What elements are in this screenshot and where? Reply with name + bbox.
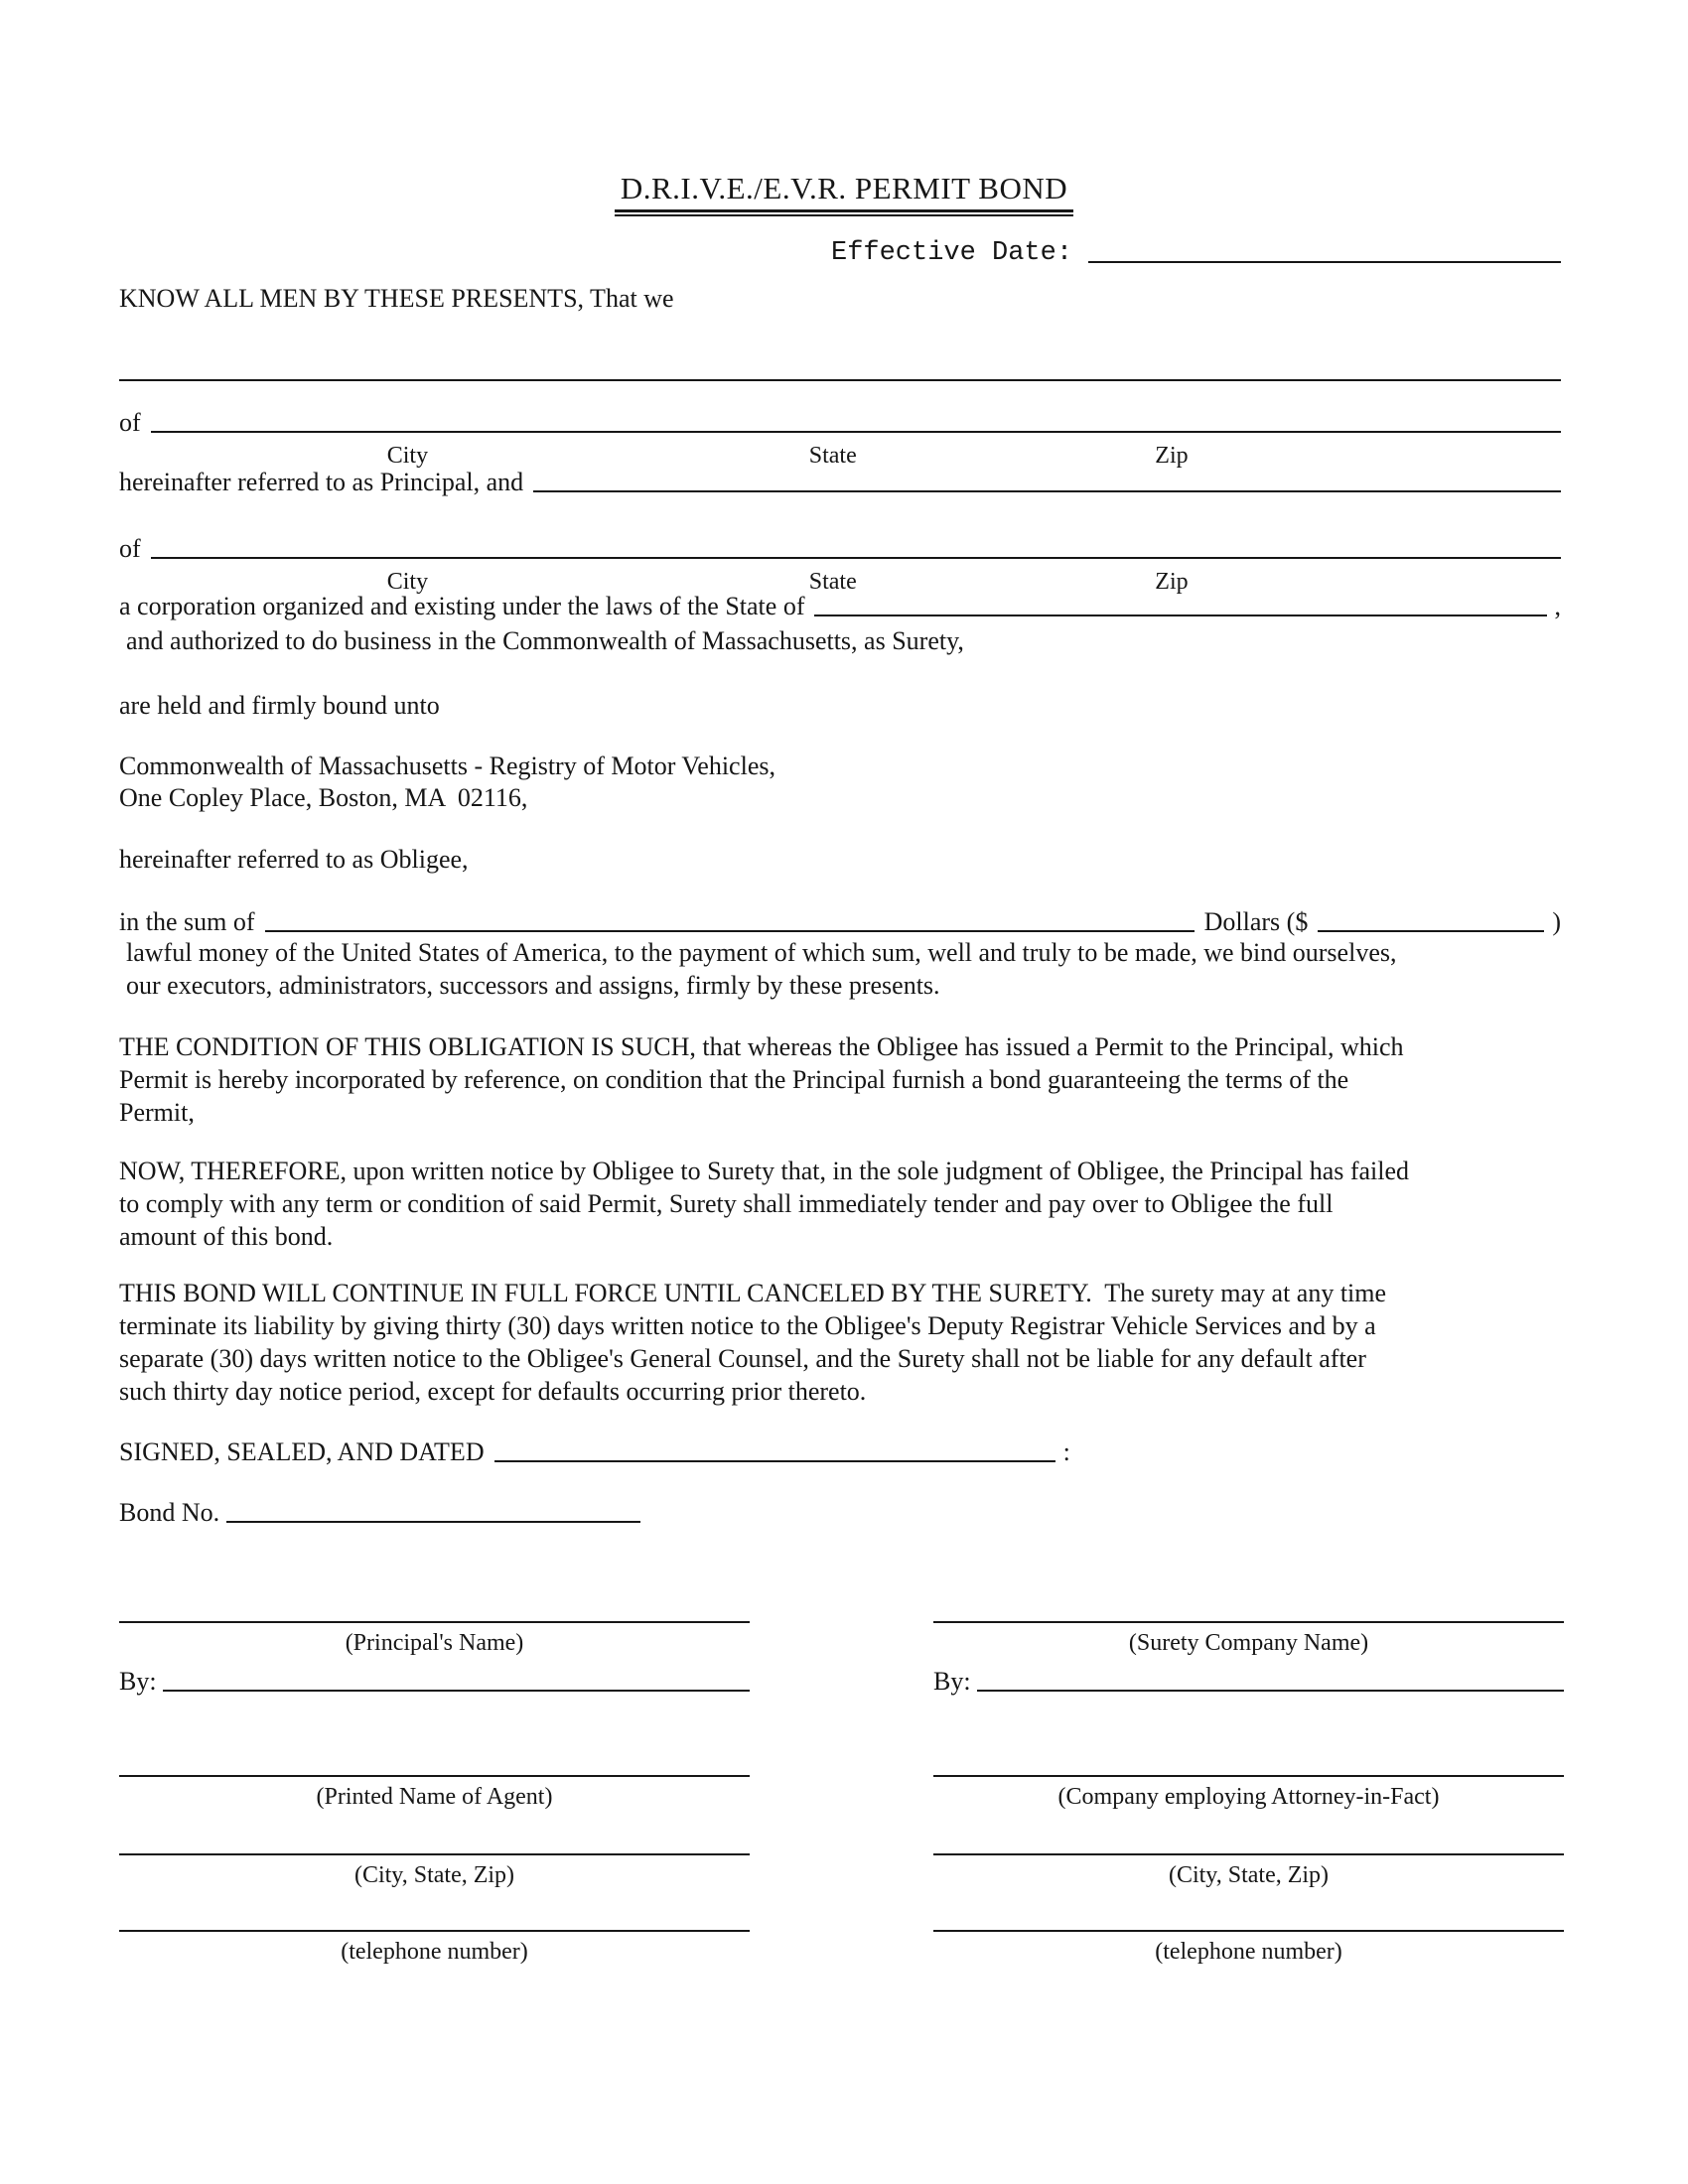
obligee-address: One Copley Place, Boston, MA 02116,	[119, 783, 528, 812]
principal-name-caption: (Principal's Name)	[345, 1630, 524, 1656]
bond-number-row	[119, 1498, 640, 1528]
incorporation-clause-label: a corporation organized and existing under the laws of the State of	[119, 592, 805, 620]
right-city-caption: (City, State, Zip)	[1168, 1862, 1330, 1888]
paragraph-line: Permit is hereby incorporated by reference, on condition that the Principal furnish a bond guaranteeing the terms of the	[119, 1065, 1349, 1094]
principal-name-field[interactable]	[119, 357, 1561, 381]
continuation-paragraph	[119, 1277, 1561, 1408]
incorporation-clause-comma: ,	[1554, 592, 1561, 620]
obligee-clause: hereinafter referred to as Obligee,	[119, 845, 469, 874]
bond-number-label: Bond No.	[119, 1498, 226, 1527]
paragraph-line: THIS BOND WILL CONTINUE IN FULL FORCE UNTIL CANCELED BY THE SURETY. The surety may at any time	[119, 1279, 1387, 1307]
agent-name-caption: (Printed Name of Agent)	[316, 1784, 553, 1810]
condition-paragraph	[119, 1030, 1561, 1129]
signed-dated-label: SIGNED, SEALED, AND DATED	[119, 1437, 485, 1466]
obligee-block	[119, 751, 1561, 814]
agent-name-cell	[119, 1775, 750, 1811]
signed-dated-row	[119, 1437, 1211, 1467]
sum-amount-words-field[interactable]	[265, 929, 1195, 932]
right-phone-cell	[933, 1930, 1564, 1966]
signature-by-row	[119, 1667, 1564, 1697]
state-hint-label: State	[808, 443, 857, 469]
surety-address-row	[119, 534, 1561, 564]
company-cell	[933, 1775, 1564, 1811]
surety-name-field[interactable]	[533, 489, 1561, 492]
principal-clause-label: hereinafter referred to as Principal, and	[119, 468, 524, 496]
of-label: of	[119, 408, 141, 437]
by-label: By:	[933, 1667, 978, 1696]
paragraph-line: lawful money of the United States of America, to the payment of which sum, well and truly to be made, we bind ourselves,	[126, 938, 1397, 967]
effective-date-field[interactable]	[1088, 260, 1561, 263]
paragraph-line: Permit,	[119, 1098, 195, 1127]
principal-by-cell	[119, 1667, 750, 1697]
company-caption: (Company employing Attorney-in-Fact)	[1057, 1784, 1440, 1810]
obligee-name: Commonwealth of Massachusetts - Registry of Motor Vehicles,	[119, 751, 775, 780]
principal-clause-row	[119, 468, 1561, 497]
title-row	[0, 171, 1688, 212]
page-title: D.R.I.V.E./E.V.R. PERMIT BOND	[615, 171, 1073, 212]
signature-name-row	[119, 1621, 1564, 1657]
right-city-cell	[933, 1853, 1564, 1889]
signed-dated-colon: :	[1062, 1437, 1070, 1466]
sum-row	[119, 907, 1561, 937]
signed-date-field[interactable]	[494, 1459, 1055, 1462]
by-label: By:	[119, 1667, 164, 1696]
paragraph-line: THE CONDITION OF THIS OBLIGATION IS SUCH, that whereas the Obligee has issued a Permit to the Principal, which	[119, 1032, 1404, 1061]
left-city-caption: (City, State, Zip)	[353, 1862, 515, 1888]
sum-prefix-label: in the sum of	[119, 907, 255, 936]
dollars-label: Dollars ($	[1203, 907, 1309, 936]
principal-by-field[interactable]	[163, 1689, 750, 1692]
opening-line: KNOW ALL MEN BY THESE PRESENTS, That we	[119, 284, 674, 313]
paragraph-line: separate (30) days written notice to the Obligee's General Counsel, and the Surety shall not be liable for any default after	[119, 1344, 1366, 1373]
paragraph-line: amount of this bond.	[119, 1222, 334, 1251]
surety-address-field[interactable]	[151, 556, 1561, 559]
paragraph-line: our executors, administrators, successors and assigns, firmly by these presents.	[126, 971, 940, 1000]
signature-city-row	[119, 1853, 1564, 1889]
principal-address-row	[119, 408, 1561, 438]
left-phone-caption: (telephone number)	[341, 1939, 528, 1965]
surety-name-caption: (Surety Company Name)	[1128, 1630, 1369, 1656]
zip-hint-label: Zip	[1155, 443, 1189, 469]
surety-by-field[interactable]	[977, 1689, 1564, 1692]
city-hint-label: City	[386, 569, 429, 595]
authorized-clause: and authorized to do business in the Commonwealth of Massachusetts, as Surety,	[126, 626, 964, 655]
principal-name-cell	[119, 1621, 750, 1657]
sum-paragraph	[126, 936, 1561, 1002]
bond-number-field[interactable]	[226, 1520, 640, 1523]
signature-agent-row	[119, 1775, 1564, 1811]
bound-clause: are held and firmly bound unto	[119, 691, 440, 720]
paragraph-line: such thirty day notice period, except for defaults occurring prior thereto.	[119, 1377, 867, 1406]
surety-by-cell	[933, 1667, 1564, 1697]
paragraph-line: terminate its liability by giving thirty (30) days written notice to the Obligee's Deputy Registrar Vehicle Services and by a	[119, 1311, 1376, 1340]
close-paren-label: )	[1552, 907, 1561, 936]
city-hint-label: City	[386, 443, 429, 469]
effective-date-label: Effective Date:	[831, 238, 1089, 268]
zip-hint-label: Zip	[1155, 569, 1189, 595]
paragraph-line: NOW, THEREFORE, upon written notice by Obligee to Surety that, in the sole judgment of Obligee, the Principal has failed	[119, 1157, 1410, 1185]
state-of-incorporation-field[interactable]	[814, 614, 1546, 616]
surety-name-cell	[933, 1621, 1564, 1657]
state-hint-label: State	[808, 569, 857, 595]
sum-amount-numeric-field[interactable]	[1318, 929, 1544, 932]
of-label: of	[119, 534, 141, 563]
principal-address-field[interactable]	[151, 430, 1561, 433]
left-phone-cell	[119, 1930, 750, 1966]
effective-date-row	[831, 238, 1561, 268]
therefore-paragraph	[119, 1155, 1561, 1253]
incorporation-row	[119, 592, 1561, 621]
right-phone-caption: (telephone number)	[1155, 1939, 1342, 1965]
signature-phone-row	[119, 1930, 1564, 1966]
left-city-cell	[119, 1853, 750, 1889]
paragraph-line: to comply with any term or condition of said Permit, Surety shall immediately tender and pay over to Obligee the full	[119, 1189, 1334, 1218]
